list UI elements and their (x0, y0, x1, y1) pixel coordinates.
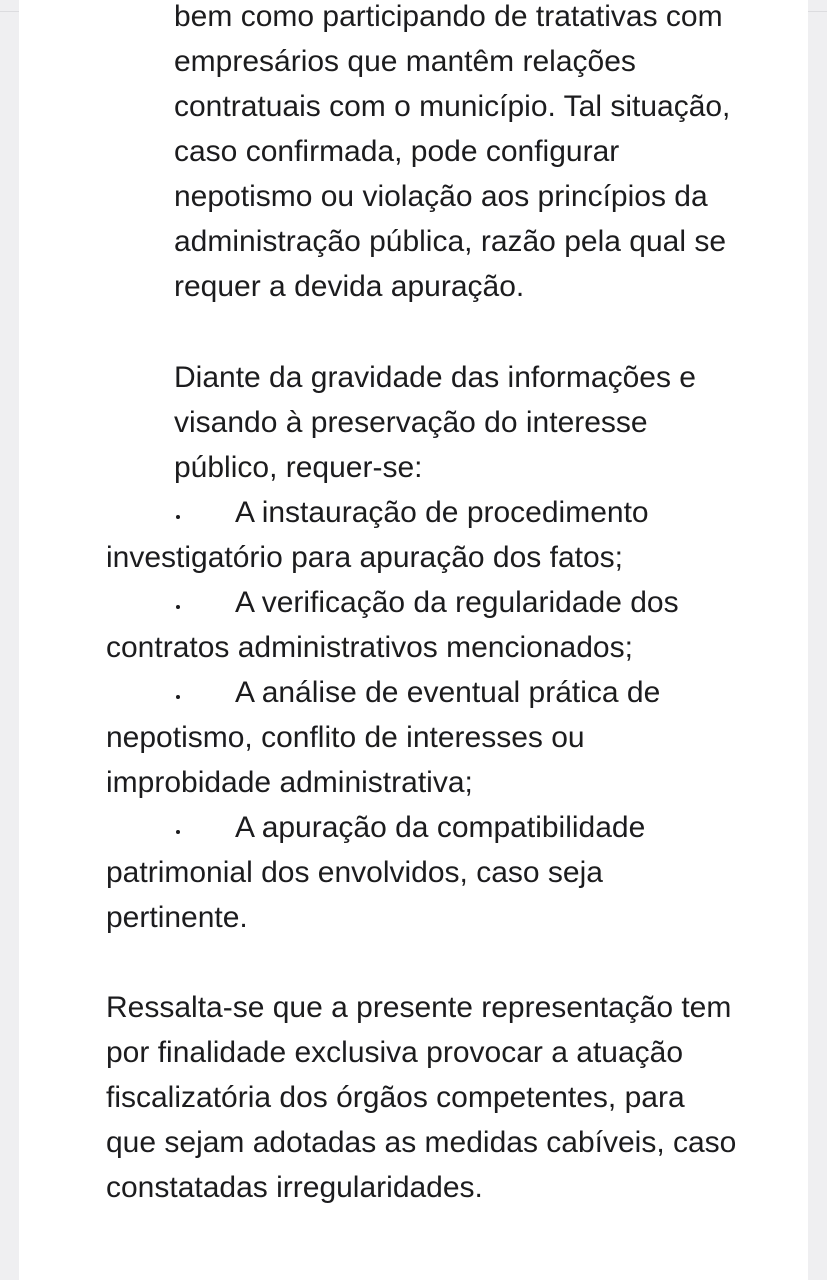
text-line: Diante da gravidade das informações e (174, 361, 696, 394)
text-line: bem como participando de tratativas com (174, 0, 723, 33)
bullet-icon (176, 605, 180, 609)
list-item-text: A instauração de procedimento (235, 496, 649, 529)
text-line: empresários que mantêm relações (174, 45, 636, 78)
list-item-text: investigatório para apuração dos fatos; (106, 541, 623, 574)
document-page[interactable] (19, 0, 808, 1280)
text-line: fiscalizatória dos órgãos competentes, para (106, 1081, 685, 1114)
text-line: administração pública, razão pela qual se (174, 225, 726, 258)
list-item-text: pertinente. (106, 901, 248, 934)
bullet-icon (176, 695, 180, 699)
list-item-text: contratos administrativos mencionados; (106, 631, 633, 664)
list-item-text: improbidade administrativa; (106, 766, 473, 799)
text-line: Ressalta-se que a presente representação tem (106, 991, 732, 1024)
list-item-text: A análise de eventual prática de (235, 676, 661, 709)
bullet-icon (176, 830, 180, 834)
text-line: visando à preservação do interesse (174, 406, 648, 439)
list-item-text: A verificação da regularidade dos (235, 586, 679, 619)
list-item-text: patrimonial dos envolvidos, caso seja (106, 856, 603, 889)
list-item-text: A apuração da compatibilidade (235, 811, 646, 844)
text-line: por finalidade exclusiva provocar a atuação (106, 1036, 684, 1069)
text-line: que sejam adotadas as medidas cabíveis, caso (106, 1126, 737, 1159)
text-line: público, requer-se: (174, 451, 423, 484)
bullet-icon (176, 515, 180, 519)
text-line: constatadas irregularidades. (106, 1171, 483, 1204)
text-line: caso confirmada, pode configurar (174, 135, 620, 168)
text-line: nepotismo ou violação aos princípios da (174, 180, 708, 213)
text-line: requer a devida apuração. (174, 270, 525, 303)
text-line: contratuais com o município. Tal situação, (174, 90, 731, 123)
list-item-text: nepotismo, conflito de interesses ou (106, 721, 585, 754)
